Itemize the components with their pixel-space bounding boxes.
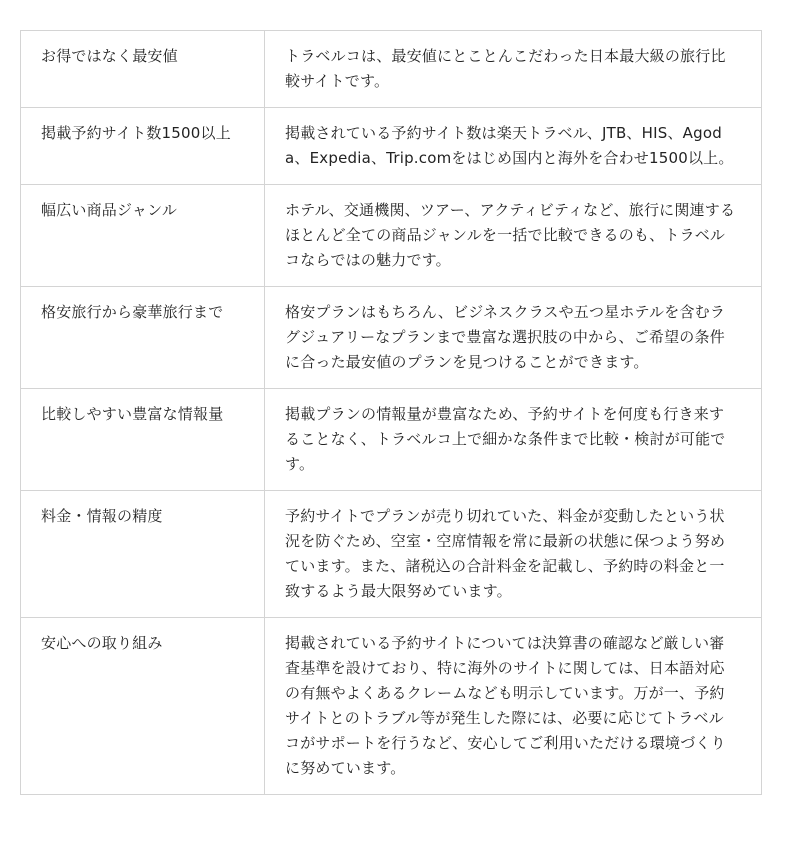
feature-label: 比較しやすい豊富な情報量	[21, 389, 265, 491]
table-row	[21, 31, 762, 108]
table-row	[21, 491, 762, 618]
feature-label: 安心への取り組み	[21, 618, 265, 795]
feature-label: お得ではなく最安値	[21, 31, 265, 108]
feature-label: 料金・情報の精度	[21, 491, 265, 618]
table-row	[21, 185, 762, 287]
feature-description: 掲載プランの情報量が豊富なため、予約サイトを何度も行き来することなく、トラベルコ上で細かな条件まで比較・検討が可能です。	[265, 389, 762, 491]
table-row	[21, 287, 762, 389]
table-row	[21, 389, 762, 491]
table-row	[21, 108, 762, 185]
feature-description: 掲載されている予約サイトについては決算書の確認など厳しい審査基準を設けており、特に海外のサイトに関しては、日本語対応の有無やよくあるクレームなども明示しています。万が一、予約サイトとのトラブル等が発生した際には、必要に応じてトラベルコがサポートを行うなど、安心してご利用いただける環境づくりに努めています。	[265, 618, 762, 795]
feature-label: 格安旅行から豪華旅行まで	[21, 287, 265, 389]
feature-label: 掲載予約サイト数1500以上	[21, 108, 265, 185]
table-row	[21, 618, 762, 795]
feature-description: トラベルコは、最安値にとことんこだわった日本最大級の旅行比較サイトです。	[265, 31, 762, 108]
features-table	[20, 30, 762, 795]
feature-label: 幅広い商品ジャンル	[21, 185, 265, 287]
feature-description: 格安プランはもちろん、ビジネスクラスや五つ星ホテルを含むラグジュアリーなプランまで豊富な選択肢の中から、ご希望の条件に合った最安値のプランを見つけることができます。	[265, 287, 762, 389]
feature-description: 掲載されている予約サイト数は楽天トラベル、JTB、HIS、Agoda、Expedia、Trip.comをはじめ国内と海外を合わせ1500以上。	[265, 108, 762, 185]
feature-description: ホテル、交通機関、ツアー、アクティビティなど、旅行に関連するほとんど全ての商品ジャンルを一括で比較できるのも、トラベルコならではの魅力です。	[265, 185, 762, 287]
feature-description: 予約サイトでプランが売り切れていた、料金が変動したという状況を防ぐため、空室・空席情報を常に最新の状態に保つよう努めています。また、諸税込の合計料金を記載し、予約時の料金と一致するよう最大限努めています。	[265, 491, 762, 618]
